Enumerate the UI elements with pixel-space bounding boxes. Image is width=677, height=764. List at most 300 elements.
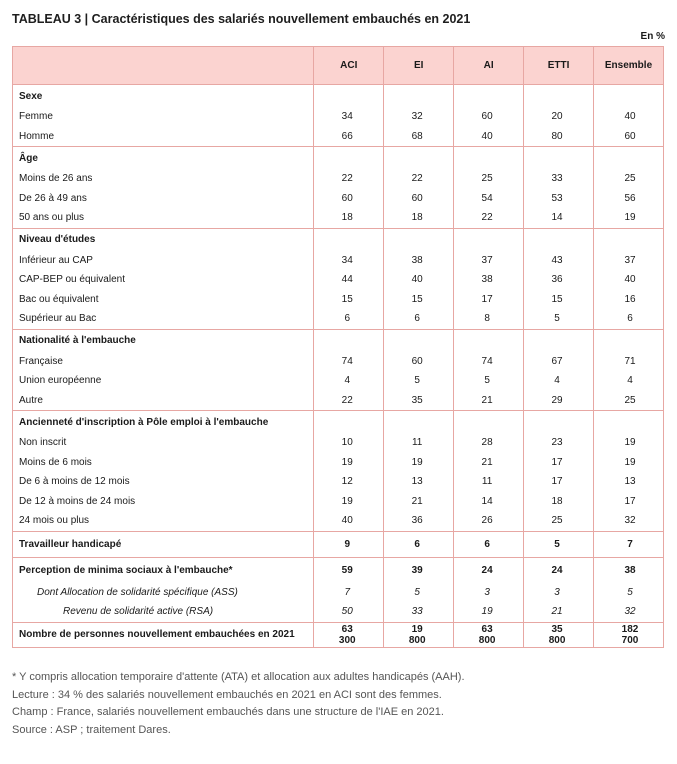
cell — [384, 583, 454, 603]
cell — [314, 107, 384, 127]
cell — [454, 391, 524, 411]
table-row — [13, 169, 664, 189]
cell — [314, 371, 384, 391]
cell — [384, 107, 454, 127]
cell — [594, 107, 664, 127]
cell — [384, 557, 454, 583]
cell — [314, 492, 384, 512]
unit-label: En % — [640, 31, 665, 42]
cell — [524, 228, 594, 251]
cell — [314, 391, 384, 411]
cell-value: 3 — [554, 586, 560, 598]
row-label: Autre — [13, 391, 314, 411]
cell — [454, 329, 524, 352]
row-label: Inférieur au CAP — [13, 251, 314, 271]
cell-value: 19 — [624, 212, 636, 224]
row-label: Revenu de solidarité active (RSA) — [13, 602, 314, 622]
cell-value: 11 — [411, 437, 423, 449]
cell-value: 5 — [554, 538, 560, 550]
cell-value: 17 — [551, 456, 563, 468]
cell-value: 37 — [624, 254, 636, 266]
cell — [454, 583, 524, 603]
cell — [454, 270, 524, 290]
cell — [594, 492, 664, 512]
cell — [594, 251, 664, 271]
cell-value: 53 — [551, 192, 563, 204]
cell-value: 18 — [341, 212, 353, 224]
cell — [594, 472, 664, 492]
table-title: TABLEAU 3 | Caractéristiques des salariés nouvellement embauchés en 2021 — [12, 12, 471, 26]
note-asterisk: * Y compris allocation temporaire d'attente (ATA) et allocation aux adultes handicapés (AAH). — [12, 671, 465, 683]
row-rsa — [13, 602, 664, 622]
cell — [524, 290, 594, 310]
cell — [384, 602, 454, 622]
cell — [524, 622, 594, 647]
row-label: Supérieur au Bac — [13, 309, 314, 329]
cell — [524, 602, 594, 622]
cell-value: 6 — [627, 313, 633, 325]
cell-value: 15 — [341, 293, 353, 305]
cell-value: 7 — [627, 538, 633, 550]
cell-value: 19 — [341, 495, 353, 507]
cell — [524, 453, 594, 473]
cell-value: 25 — [624, 173, 636, 185]
cell — [454, 371, 524, 391]
cell — [314, 433, 384, 453]
cell — [314, 85, 384, 108]
cell — [314, 602, 384, 622]
cell-value: 18 — [411, 212, 423, 224]
cell-value: 54 — [481, 192, 493, 204]
cell — [384, 511, 454, 531]
cell-value: 38 — [624, 564, 636, 576]
cell-value: 56 — [624, 192, 636, 204]
row-minima — [13, 557, 664, 583]
cell — [454, 290, 524, 310]
cell-value: 34 — [341, 254, 353, 266]
note-source: Source : ASP ; traitement Dares. — [12, 723, 171, 736]
cell-value: 28 — [481, 437, 493, 449]
cell-value: 17 — [551, 476, 563, 488]
cell-value: 63 800 — [478, 623, 496, 646]
cell-value: 15 — [551, 293, 563, 305]
cell — [524, 107, 594, 127]
cell-value: 29 — [551, 394, 563, 406]
table-row — [13, 270, 664, 290]
row-label: Femme — [13, 107, 314, 127]
cell — [454, 602, 524, 622]
col-header-etti: ETTI — [524, 47, 594, 85]
cell-value: 6 — [344, 313, 351, 325]
cell — [454, 352, 524, 372]
cell — [594, 511, 664, 531]
row-label: Bac ou équivalent — [13, 290, 314, 310]
cell — [384, 189, 454, 209]
row-label: Moins de 26 ans — [13, 169, 314, 189]
cell — [524, 531, 594, 557]
cell — [524, 189, 594, 209]
cell — [454, 107, 524, 127]
row-label: 50 ans ou plus — [13, 208, 314, 228]
header-empty — [13, 47, 314, 85]
cell-value: 71 — [624, 355, 636, 367]
cell-value: 32 — [624, 606, 636, 618]
row-label: Travailleur handicapé — [13, 531, 314, 557]
cell-value: 40 — [624, 111, 636, 123]
cell-value: 20 — [551, 111, 563, 123]
cell — [454, 309, 524, 329]
cell-value: 74 — [341, 355, 353, 367]
cell-value: 16 — [624, 293, 636, 305]
cell — [314, 583, 384, 603]
table-row — [13, 472, 664, 492]
cell — [384, 492, 454, 512]
cell-value: 74 — [481, 355, 493, 367]
cell — [594, 583, 664, 603]
cell-value: 4 — [344, 375, 351, 387]
cell — [524, 147, 594, 170]
cell — [594, 309, 664, 329]
row-label: Nationalité à l'embauche — [13, 329, 314, 352]
cell — [454, 228, 524, 251]
cell-value: 35 800 — [548, 623, 566, 646]
cell — [454, 531, 524, 557]
cell — [314, 127, 384, 147]
cell-value: 13 — [624, 476, 636, 488]
section-header — [13, 147, 664, 170]
cell — [454, 622, 524, 647]
cell — [594, 127, 664, 147]
cell-value: 24 — [551, 564, 563, 576]
cell — [524, 472, 594, 492]
cell-value: 10 — [341, 437, 353, 449]
cell — [524, 352, 594, 372]
cell — [384, 270, 454, 290]
cell-value: 40 — [624, 274, 636, 286]
cell-value: 60 — [624, 130, 636, 142]
cell-value: 5 — [627, 586, 633, 598]
cell — [454, 511, 524, 531]
cell — [384, 411, 454, 434]
data-table — [12, 46, 664, 648]
cell — [314, 270, 384, 290]
cell-value: 5 — [484, 375, 490, 387]
cell-value: 25 — [481, 173, 493, 185]
table-row — [13, 189, 664, 209]
cell-value: 38 — [411, 254, 423, 266]
cell — [454, 472, 524, 492]
cell-value: 32 — [411, 111, 423, 123]
cell-value: 37 — [481, 254, 493, 266]
cell — [524, 492, 594, 512]
cell — [594, 147, 664, 170]
cell — [384, 453, 454, 473]
cell-value: 38 — [481, 274, 493, 286]
cell — [454, 85, 524, 108]
cell-value: 12 — [341, 476, 353, 488]
cell — [384, 531, 454, 557]
col-header-ei: EI — [384, 47, 454, 85]
table-row — [13, 107, 664, 127]
cell — [524, 411, 594, 434]
cell-value: 33 — [551, 173, 563, 185]
cell-value: 21 — [551, 606, 563, 618]
cell-value: 59 — [341, 564, 353, 576]
cell — [594, 622, 664, 647]
cell-value: 6 — [414, 538, 420, 550]
cell-value: 24 — [481, 564, 493, 576]
cell — [314, 453, 384, 473]
cell-value: 19 800 — [408, 623, 426, 646]
cell — [524, 511, 594, 531]
table-row — [13, 309, 664, 329]
cell-value: 13 — [411, 476, 423, 488]
cell — [314, 309, 384, 329]
cell — [454, 251, 524, 271]
cell — [454, 557, 524, 583]
cell-value: 26 — [481, 515, 493, 527]
cell-value: 14 — [481, 495, 493, 507]
cell-value: 34 — [341, 111, 353, 123]
row-handicape — [13, 531, 664, 557]
cell-value: 60 — [341, 192, 353, 204]
cell — [314, 531, 384, 557]
cell — [384, 147, 454, 170]
cell-value: 14 — [551, 212, 563, 224]
cell-value: 9 — [344, 538, 351, 550]
cell — [384, 371, 454, 391]
cell — [454, 127, 524, 147]
cell — [524, 557, 594, 583]
cell-value: 4 — [627, 375, 633, 387]
cell-value: 182 700 — [621, 623, 639, 646]
cell — [314, 411, 384, 434]
cell — [314, 228, 384, 251]
section-header — [13, 411, 664, 434]
cell — [594, 371, 664, 391]
cell-value: 35 — [411, 394, 423, 406]
cell — [524, 371, 594, 391]
cell — [314, 208, 384, 228]
col-header-aci: ACI — [314, 47, 384, 85]
cell-value: 33 — [411, 606, 423, 618]
cell — [314, 251, 384, 271]
cell — [314, 329, 384, 352]
cell-value: 8 — [484, 313, 490, 325]
cell — [524, 433, 594, 453]
cell — [384, 622, 454, 647]
table-row — [13, 208, 664, 228]
cell-value: 36 — [411, 515, 423, 527]
cell — [454, 147, 524, 170]
cell — [454, 208, 524, 228]
cell — [454, 169, 524, 189]
row-label: De 26 à 49 ans — [13, 189, 314, 209]
cell-value: 60 — [481, 111, 493, 123]
cell-value: 6 — [414, 313, 420, 325]
row-label: Perception de minima sociaux à l'embauche* — [13, 557, 314, 583]
cell — [384, 208, 454, 228]
cell — [594, 189, 664, 209]
cell — [454, 492, 524, 512]
cell — [594, 391, 664, 411]
row-label: Dont Allocation de solidarité spécifique (ASS) — [13, 583, 314, 603]
cell — [524, 309, 594, 329]
cell — [314, 557, 384, 583]
cell — [594, 208, 664, 228]
cell — [524, 270, 594, 290]
cell — [454, 189, 524, 209]
row-label: De 12 à moins de 24 mois — [13, 492, 314, 512]
cell — [384, 391, 454, 411]
cell-value: 25 — [551, 515, 563, 527]
cell-value: 7 — [344, 586, 351, 598]
cell-value: 66 — [341, 130, 353, 142]
table-row — [13, 433, 664, 453]
cell — [314, 352, 384, 372]
cell — [594, 169, 664, 189]
col-header-ai: AI — [454, 47, 524, 85]
cell-value: 44 — [341, 274, 353, 286]
table-row — [13, 453, 664, 473]
cell-value: 5 — [414, 375, 420, 387]
cell — [314, 169, 384, 189]
row-label: 24 mois ou plus — [13, 511, 314, 531]
cell-value: 18 — [551, 495, 563, 507]
cell — [524, 169, 594, 189]
cell — [524, 251, 594, 271]
cell-value: 43 — [551, 254, 563, 266]
table-row — [13, 290, 664, 310]
cell — [524, 329, 594, 352]
cell — [384, 433, 454, 453]
cell-value: 15 — [411, 293, 423, 305]
cell — [314, 511, 384, 531]
cell-value: 80 — [551, 130, 563, 142]
note-champ: Champ : France, salariés nouvellement embauchés dans une structure de l'IAE en 2021. — [12, 706, 444, 718]
cell-value: 5 — [554, 313, 560, 325]
cell — [384, 290, 454, 310]
row-label: Nombre de personnes nouvellement embauchées en 2021 — [13, 622, 314, 647]
footnotes — [12, 669, 465, 739]
cell-value: 25 — [624, 394, 636, 406]
row-label: Âge — [13, 147, 314, 170]
cell-value: 68 — [411, 130, 423, 142]
cell — [594, 602, 664, 622]
section-header — [13, 228, 664, 251]
cell-value: 21 — [481, 394, 493, 406]
cell-value: 5 — [414, 586, 420, 598]
cell-value: 22 — [341, 394, 353, 406]
cell-value: 32 — [624, 515, 636, 527]
table-row — [13, 251, 664, 271]
cell-value: 21 — [481, 456, 493, 468]
cell-value: 22 — [481, 212, 493, 224]
cell-value: 21 — [411, 495, 423, 507]
cell — [524, 127, 594, 147]
cell — [384, 329, 454, 352]
cell — [594, 453, 664, 473]
cell — [314, 622, 384, 647]
row-label: Moins de 6 mois — [13, 453, 314, 473]
cell — [594, 228, 664, 251]
cell-value: 40 — [341, 515, 353, 527]
cell-value: 23 — [551, 437, 563, 449]
cell — [384, 251, 454, 271]
cell — [384, 127, 454, 147]
cell-value: 67 — [551, 355, 563, 367]
cell-value: 17 — [481, 293, 493, 305]
cell-value: 39 — [411, 564, 423, 576]
cell-value: 60 — [411, 192, 423, 204]
cell — [384, 85, 454, 108]
row-label: Niveau d'études — [13, 228, 314, 251]
cell — [314, 147, 384, 170]
row-label: Union européenne — [13, 371, 314, 391]
cell-value: 19 — [341, 456, 353, 468]
section-header — [13, 329, 664, 352]
cell — [594, 329, 664, 352]
table-row — [13, 127, 664, 147]
cell — [594, 411, 664, 434]
cell — [314, 472, 384, 492]
cell-value: 19 — [481, 606, 493, 618]
cell-value: 22 — [411, 173, 423, 185]
col-header-ensemble: Ensemble — [594, 47, 664, 85]
cell — [524, 391, 594, 411]
cell — [454, 433, 524, 453]
row-label: Homme — [13, 127, 314, 147]
cell — [594, 531, 664, 557]
cell-value: 36 — [551, 274, 563, 286]
cell — [594, 270, 664, 290]
cell-value: 19 — [411, 456, 423, 468]
row-label: Ancienneté d'inscription à Pôle emploi à l'embauche — [13, 411, 314, 434]
cell-value: 63 300 — [338, 623, 356, 646]
cell — [524, 583, 594, 603]
cell — [524, 208, 594, 228]
row-total — [13, 622, 664, 647]
cell — [594, 85, 664, 108]
table-row — [13, 352, 664, 372]
cell — [314, 189, 384, 209]
cell-value: 40 — [411, 274, 423, 286]
table-row — [13, 511, 664, 531]
row-label: Sexe — [13, 85, 314, 108]
table-row — [13, 492, 664, 512]
cell — [524, 85, 594, 108]
table-row — [13, 371, 664, 391]
cell-value: 19 — [624, 456, 636, 468]
cell-value: 11 — [481, 476, 493, 488]
cell — [384, 169, 454, 189]
header-row — [13, 47, 664, 85]
cell — [384, 352, 454, 372]
row-label: CAP-BEP ou équivalent — [13, 270, 314, 290]
row-ass — [13, 583, 664, 603]
cell-value: 19 — [624, 437, 636, 449]
cell-value: 60 — [411, 355, 423, 367]
cell — [594, 352, 664, 372]
cell — [594, 290, 664, 310]
cell — [314, 290, 384, 310]
cell — [454, 411, 524, 434]
cell-value: 3 — [484, 586, 490, 598]
cell — [594, 557, 664, 583]
cell — [384, 472, 454, 492]
row-label: Française — [13, 352, 314, 372]
cell-value: 6 — [484, 538, 490, 550]
